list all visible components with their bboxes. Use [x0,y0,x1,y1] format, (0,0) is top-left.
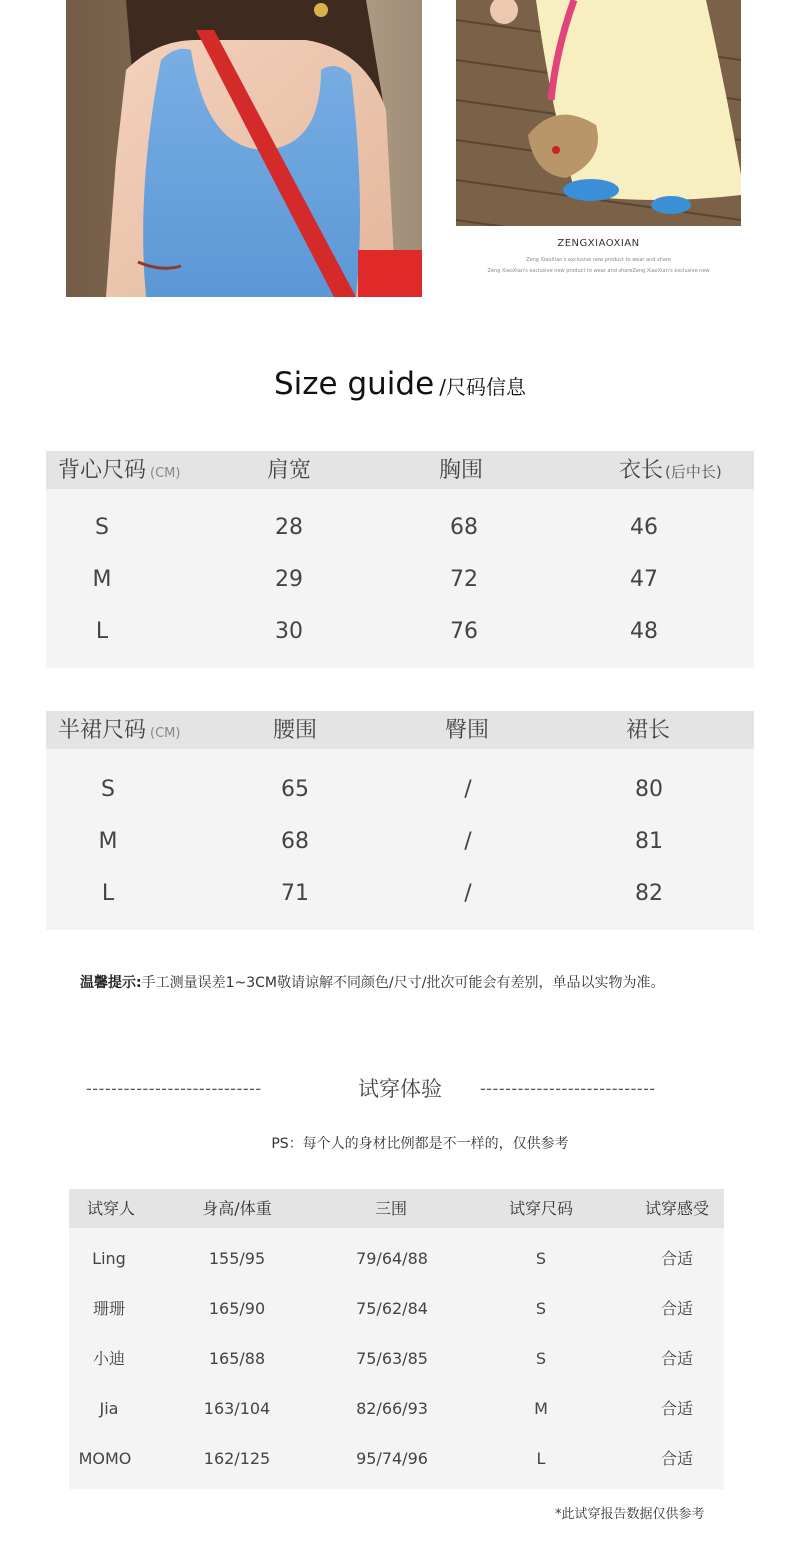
table-cell: / [464,777,472,802]
header-cell: 肩宽 [267,458,312,483]
header-cell: 试穿尺码 [508,1199,573,1218]
header-label: 衣长 [619,458,664,483]
table-row [46,868,754,920]
table-cell: 合适 [660,1299,693,1318]
table-header [69,1189,724,1228]
table-cell: 29 [275,567,303,592]
tryon-title: 试穿体验 [358,1077,442,1101]
length-note: (后中长) [665,463,722,481]
table-cell: 95/74/96 [356,1449,428,1468]
table-cell: S [101,777,115,802]
caption-line-2: Zeng XiaoXian's exclusive new product to wear and shareZeng XiaoXian's exclusive new [487,268,710,274]
header-cell: 胸围 [439,458,484,483]
table-cell: 28 [275,515,303,540]
header-cell: 三围 [374,1199,407,1218]
table-cell: / [464,881,472,906]
table-cell: S [535,1299,547,1318]
table-cell: S [535,1349,547,1368]
skirt-size-table [46,711,754,930]
table-cell: 68 [281,829,309,854]
table-cell: 155/95 [208,1249,266,1268]
divider-right: ---------------------------- [480,1079,656,1098]
table-cell: L [536,1449,546,1468]
table-cell: M [98,829,118,854]
table-cell: 46 [630,515,658,540]
table-row [69,1239,724,1289]
table-cell: Jia [99,1399,119,1418]
header-cell [58,451,180,494]
size-guide-heading [0,366,800,402]
tryon-table [69,1189,724,1489]
table-cell: 165/88 [208,1349,266,1368]
model-skirt-bag-image [456,0,741,226]
table-cell: S [95,515,109,540]
table-cell: MOMO [78,1449,132,1468]
header-cell: 裙长 [626,718,671,743]
table-cell: M [92,567,112,592]
table-cell: 71 [281,881,309,906]
table-row [46,502,754,554]
table-row [46,554,754,606]
table-header [46,451,754,489]
table-cell: / [464,829,472,854]
header-cell [619,451,722,492]
divider-left: ---------------------------- [86,1079,262,1098]
table-row [69,1439,724,1489]
unit-label: (CM) [150,466,181,481]
model-photo-left [66,0,422,297]
caption-line-1: Zeng XiaoXian's exclusive new product to wear and share [526,257,671,263]
table-row [46,816,754,868]
header-label: 半裙尺码 [58,718,147,743]
table-cell: 合适 [660,1449,693,1468]
table-row [69,1289,724,1339]
table-cell: Ling [92,1249,126,1268]
table-cell: 48 [630,619,658,644]
table-cell: 80 [635,777,663,802]
model-blue-tank-image [66,0,422,297]
table-cell: 合适 [660,1399,693,1418]
table-cell: 合适 [660,1249,693,1268]
tip-text: 手工测量误差1~3CM敬请谅解不同颜色/尺寸/批次可能会有差别，单品以实物为准。 [141,975,665,991]
header-cell: 腰围 [273,718,318,743]
table-row [69,1389,724,1439]
size-guide-title-cn: /尺码信息 [439,375,527,399]
table-cell: 65 [281,777,309,802]
table-cell: 72 [450,567,478,592]
table-cell: 小迪 [92,1349,125,1368]
table-cell: 珊珊 [92,1299,125,1318]
table-cell: 30 [275,619,303,644]
header-cell: 试穿人 [86,1199,135,1218]
model-photo-right [456,0,741,226]
table-cell: L [101,881,115,906]
measurement-tip [80,972,664,992]
table-cell: S [535,1249,547,1268]
table-cell: 162/125 [203,1449,271,1468]
table-cell: 47 [630,567,658,592]
table-row [46,764,754,816]
tip-label: 温馨提示: [80,975,142,991]
table-cell: 163/104 [203,1399,271,1418]
header-cell: 臀围 [445,718,490,743]
table-cell: 合适 [660,1349,693,1368]
header-label: 背心尺码 [58,458,147,483]
table-cell: M [534,1399,548,1418]
table-cell: 79/64/88 [356,1249,428,1268]
table-cell: 75/63/85 [356,1349,428,1368]
table-cell: 68 [450,515,478,540]
table-cell: L [95,619,109,644]
ps-note: PS：每个人的身材比例都是不一样的，仅供参考 [271,1136,569,1152]
brand-caption: ZENGXIAOXIAN [557,238,640,249]
table-cell: 82 [635,881,663,906]
header-cell: 试穿感受 [644,1199,709,1218]
tryon-heading [0,1074,800,1104]
table-cell: 75/62/84 [356,1299,428,1318]
table-cell: 81 [635,829,663,854]
tryon-footnote: *此试穿报告数据仅供参考 [555,1507,705,1522]
unit-label: (CM) [150,726,181,741]
vest-size-table [46,451,754,668]
table-header [46,711,754,749]
header-cell [58,711,180,754]
size-guide-title-en: Size guide [273,366,435,402]
table-cell: 82/66/93 [356,1399,428,1418]
table-row [69,1339,724,1389]
header-cell: 身高/体重 [202,1199,272,1218]
table-row [46,606,754,658]
table-cell: 76 [450,619,478,644]
table-cell: 165/90 [208,1299,266,1318]
